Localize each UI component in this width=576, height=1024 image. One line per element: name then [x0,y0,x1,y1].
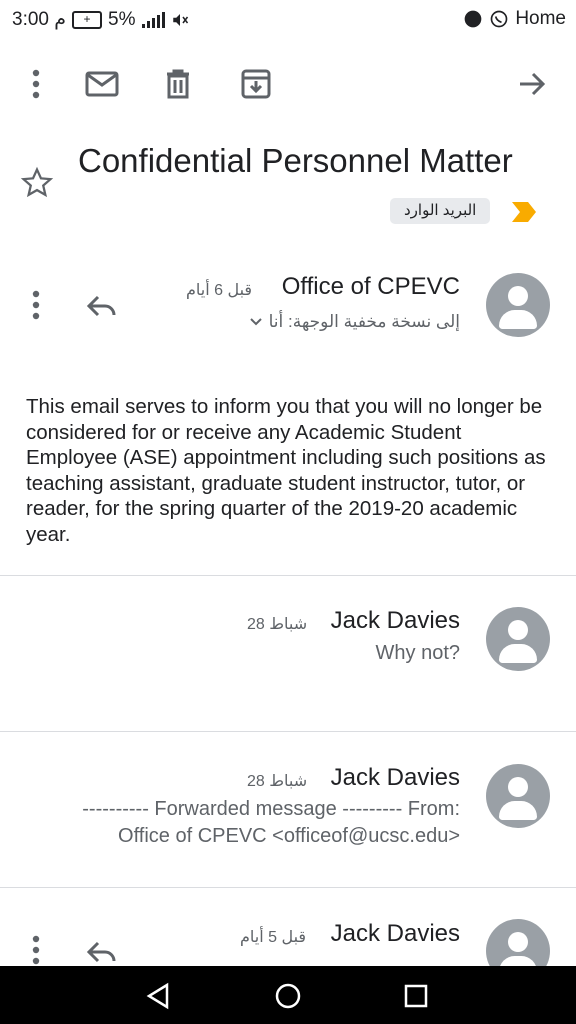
message-more-button[interactable] [16,930,56,970]
mark-unread-button[interactable] [80,62,124,106]
whatsapp-icon [489,9,509,29]
delete-button[interactable] [156,62,200,106]
message-snippet: Why not? [375,642,460,664]
importance-marker-icon[interactable] [510,200,538,224]
message-time: قبل 6 أيام [186,282,253,299]
star-icon [20,166,54,200]
recents-square-icon [403,983,429,1009]
divider [0,887,576,888]
mute-icon [171,11,189,29]
more-vert-icon [31,935,41,965]
divider [0,731,576,732]
mail-icon [85,71,119,97]
back-triangle-icon [145,982,171,1010]
home-circle-icon [274,982,302,1010]
message-time: 28 شباط [247,616,308,633]
more-vert-icon [31,69,41,99]
sender-name: Jack Davies [330,920,460,947]
trash-icon [165,69,191,99]
arrow-forward-icon [518,71,546,97]
status-bar [0,0,576,40]
chevron-down-icon [249,317,263,327]
archive-icon [241,69,271,99]
divider [0,575,576,576]
status-right [463,8,566,30]
email-subject: Confidential Personnel Matter [78,142,513,179]
sender-name: Jack Davies [330,764,460,791]
snippet-line: Office of CPEVC <officeof@ucsc.edu> [118,825,460,847]
inbox-label-chip[interactable]: البريد الوارد [390,198,490,224]
recents-button[interactable] [396,976,436,1016]
avatar[interactable] [486,764,550,828]
more-options-button[interactable] [14,62,58,106]
recipients-text: إلى نسخة مخفية الوجهة: أنا [268,312,460,331]
reply-icon [86,940,118,964]
home-status-label: Home [515,8,566,29]
back-button[interactable] [138,976,178,1016]
next-email-button[interactable] [510,62,554,106]
signal-icon [142,12,165,28]
reply-button[interactable] [82,286,122,326]
more-vert-icon [31,290,41,320]
chat-bubble-icon [463,9,483,29]
avatar[interactable] [486,607,550,671]
email-toolbar [0,48,576,118]
battery-percent: 5% [108,8,136,30]
reply-icon [86,294,118,318]
avatar[interactable] [486,273,550,337]
archive-button[interactable] [234,62,278,106]
battery-icon: + [72,11,102,29]
message-more-button[interactable] [16,285,56,325]
star-button[interactable] [20,166,56,202]
sender-name: Office of CPEVC [281,273,460,300]
clock: 3:00 م [12,9,67,30]
message-time: قبل 5 أيام [240,929,307,946]
message-snippet [82,796,460,850]
home-button[interactable] [268,976,308,1016]
recipients-line[interactable] [249,312,460,332]
status-left [12,8,189,31]
system-nav-bar [0,966,576,1024]
message-time: 28 شباط [247,773,308,790]
message-body: This email serves to inform you that you will no longer be considered for or receive any Academic Student Employee (ASE) appointment including such positions as teaching assistant, graduate student instructor, tutor, or reader, for the spring quarter of the 2019-20 academic year. [26,395,546,546]
sender-name: Jack Davies [330,607,460,634]
snippet-line: ---------- Forwarded message --------- From: [82,798,460,820]
